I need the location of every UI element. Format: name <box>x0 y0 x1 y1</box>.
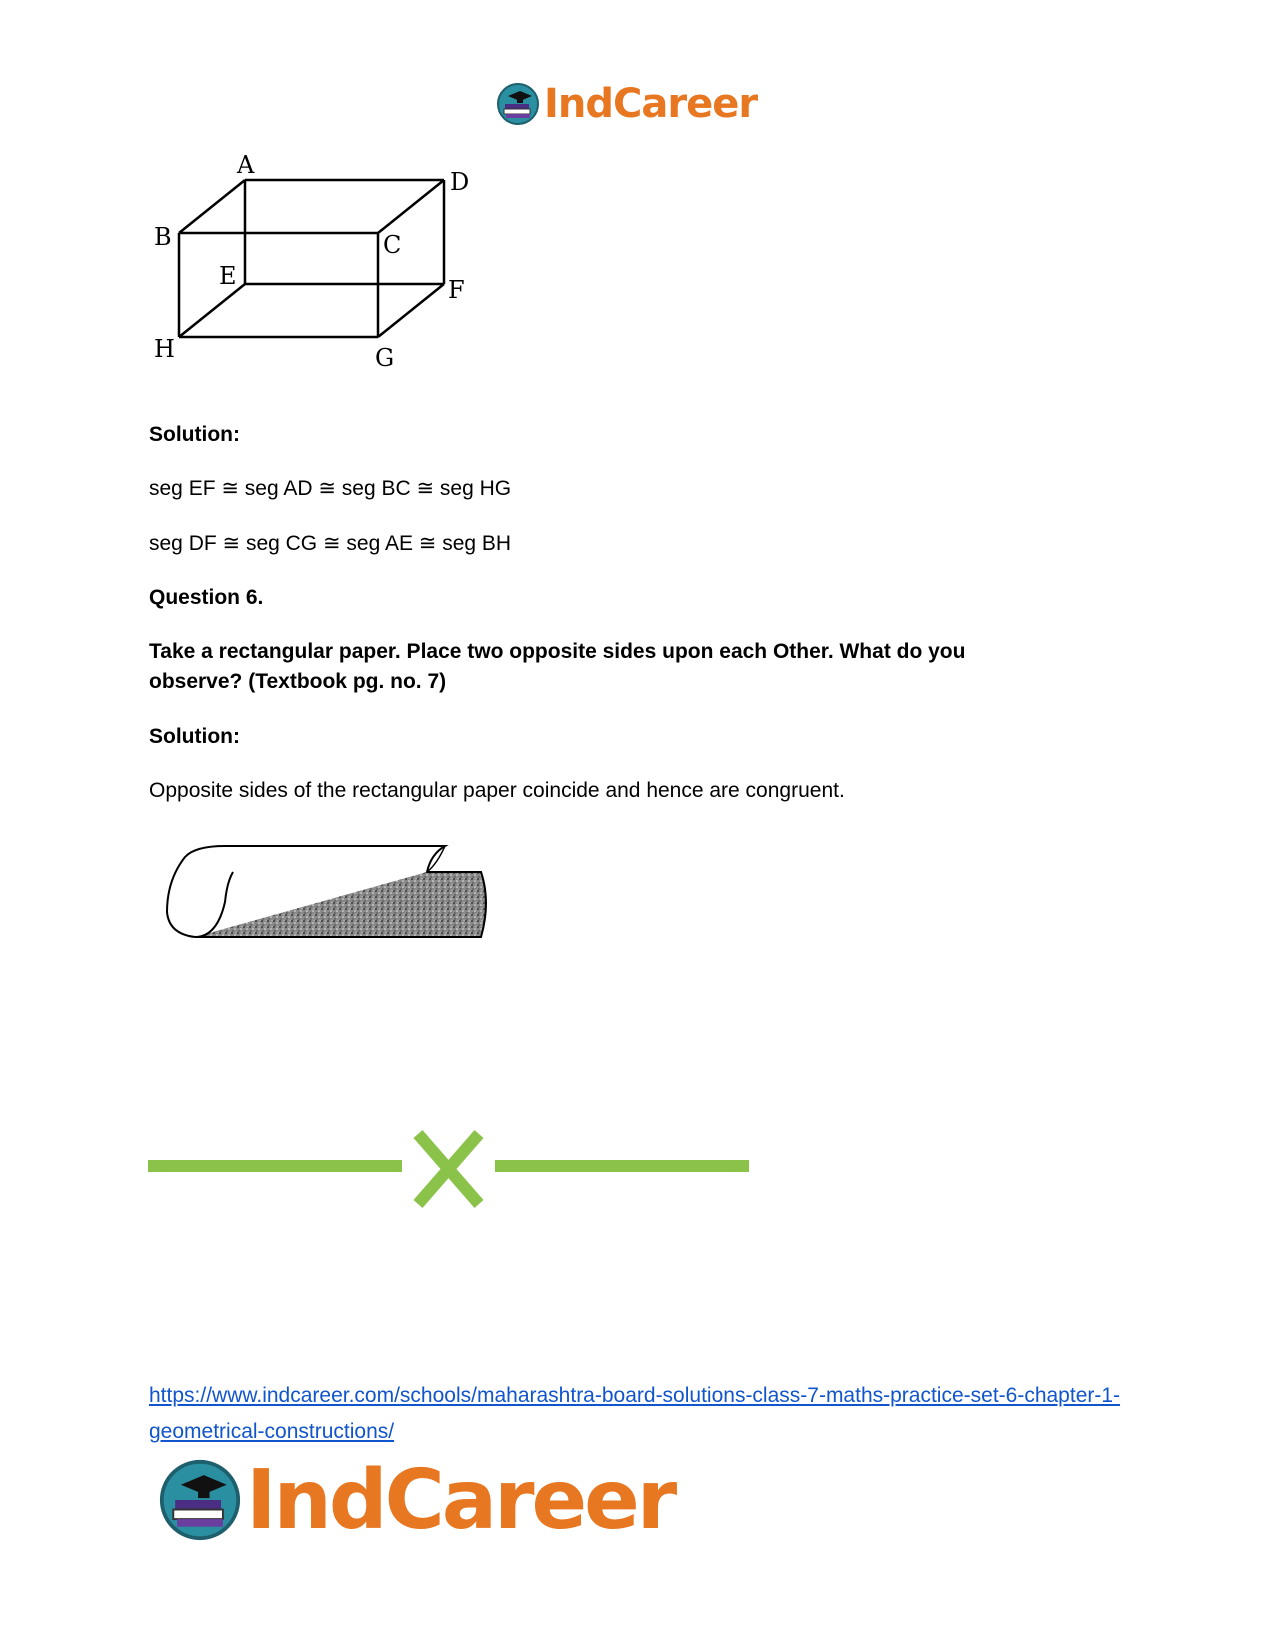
footer-logo <box>158 1452 675 1548</box>
cuboid-diagram <box>150 152 480 377</box>
question-heading: Question 6. <box>149 586 264 609</box>
header-logo <box>496 78 757 130</box>
globe-books-icon <box>496 82 540 126</box>
vertex-label-f: F <box>448 276 465 304</box>
solution-heading: Solution: <box>149 423 240 446</box>
logo-text: IndCareer <box>246 1452 675 1548</box>
vertex-label-d: D <box>450 168 470 196</box>
solution-heading: Solution: <box>149 725 240 748</box>
vertex-label-g: G <box>375 344 395 372</box>
solution-text: Opposite sides of the rectangular paper coincide and hence are congruent. <box>149 779 845 802</box>
vertex-label-a: A <box>237 152 255 179</box>
vertex-label-b: B <box>154 223 172 251</box>
folded-paper-illustration <box>165 842 495 972</box>
vertex-label-h: H <box>154 335 175 363</box>
vertex-label-e: E <box>219 262 237 290</box>
globe-books-icon <box>158 1458 242 1542</box>
section-divider <box>148 1128 750 1210</box>
congruent-segments-line-1: seg EF ≅ seg AD ≅ seg BC ≅ seg HG <box>149 477 512 500</box>
congruent-segments-line-2: seg DF ≅ seg CG ≅ seg AE ≅ seg BH <box>149 532 512 555</box>
logo-text: IndCareer <box>544 81 758 127</box>
source-url-link[interactable]: https://www.indcareer.com/schools/maharashtra-board-solutions-class-7-maths-practice-set-6-chapter-1-geometrical-constructions/ <box>149 1384 1121 1443</box>
vertex-label-c: C <box>383 231 402 259</box>
question-text: Take a rectangular paper. Place two opposite sides upon each Other. What do you observe? (Textbook pg. no. 7) <box>149 640 966 693</box>
